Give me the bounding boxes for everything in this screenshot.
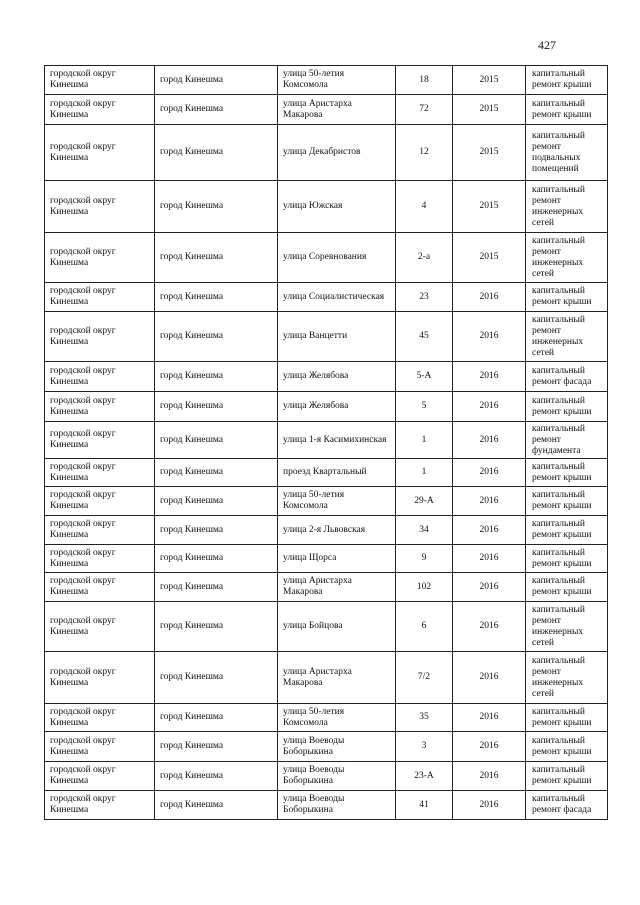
street-cell: улица Желябова	[278, 392, 396, 422]
street-cell: улица Декабристов	[278, 125, 396, 181]
year-cell: 2015	[453, 66, 526, 95]
district-cell: городской округ Кинешма	[45, 545, 155, 573]
house-number-cell: 5	[396, 392, 453, 422]
street-cell: улица Аристарха Макарова	[278, 573, 396, 602]
city-cell: город Кинешма	[155, 283, 278, 312]
work-type-cell: капитальный ремонт инженерных сетей	[526, 312, 608, 362]
table-row	[45, 762, 608, 791]
district-cell: городской округ Кинешма	[45, 487, 155, 516]
house-number-cell: 9	[396, 545, 453, 573]
house-number-cell: 2-а	[396, 233, 453, 283]
table-row	[45, 181, 608, 233]
city-cell: город Кинешма	[155, 704, 278, 732]
year-cell: 2016	[453, 704, 526, 732]
district-cell: городской округ Кинешма	[45, 652, 155, 704]
table-row	[45, 791, 608, 820]
street-cell: улица Социалистическая	[278, 283, 396, 312]
city-cell: город Кинешма	[155, 233, 278, 283]
year-cell: 2016	[453, 459, 526, 487]
house-number-cell: 3	[396, 732, 453, 762]
house-number-cell: 35	[396, 704, 453, 732]
street-cell: проезд Квартальный	[278, 459, 396, 487]
district-cell: городской округ Кинешма	[45, 732, 155, 762]
year-cell: 2016	[453, 573, 526, 602]
street-cell: улица Южская	[278, 181, 396, 233]
city-cell: город Кинешма	[155, 125, 278, 181]
city-cell: город Кинешма	[155, 516, 278, 545]
district-cell: городской округ Кинешма	[45, 312, 155, 362]
work-type-cell: капитальный ремонт инженерных сетей	[526, 233, 608, 283]
district-cell: городской округ Кинешма	[45, 573, 155, 602]
year-cell: 2016	[453, 602, 526, 652]
year-cell: 2016	[453, 283, 526, 312]
table-row	[45, 312, 608, 362]
district-cell: городской округ Кинешма	[45, 233, 155, 283]
city-cell: город Кинешма	[155, 545, 278, 573]
work-type-cell: капитальный ремонт крыши	[526, 66, 608, 95]
district-cell: городской округ Кинешма	[45, 283, 155, 312]
house-number-cell: 7/2	[396, 652, 453, 704]
city-cell: город Кинешма	[155, 602, 278, 652]
table-row	[45, 422, 608, 459]
year-cell: 2016	[453, 392, 526, 422]
street-cell: улица Аристарха Макарова	[278, 95, 396, 125]
house-number-cell: 23-А	[396, 762, 453, 791]
city-cell: город Кинешма	[155, 181, 278, 233]
work-type-cell: капитальный ремонт крыши	[526, 516, 608, 545]
street-cell: улица Воеводы Боборыкина	[278, 732, 396, 762]
work-type-cell: капитальный ремонт инженерных сетей	[526, 181, 608, 233]
work-type-cell: капитальный ремонт фундамента	[526, 422, 608, 459]
table-row	[45, 233, 608, 283]
work-type-cell: капитальный ремонт инженерных сетей	[526, 652, 608, 704]
house-number-cell: 12	[396, 125, 453, 181]
table-row	[45, 66, 608, 95]
city-cell: город Кинешма	[155, 762, 278, 791]
work-type-cell: капитальный ремонт крыши	[526, 283, 608, 312]
street-cell: улица Щорса	[278, 545, 396, 573]
street-cell: улица Ванцетти	[278, 312, 396, 362]
city-cell: город Кинешма	[155, 422, 278, 459]
city-cell: город Кинешма	[155, 791, 278, 820]
house-number-cell: 102	[396, 573, 453, 602]
district-cell: городской округ Кинешма	[45, 362, 155, 392]
year-cell: 2016	[453, 422, 526, 459]
work-type-cell: капитальный ремонт крыши	[526, 762, 608, 791]
table-row	[45, 573, 608, 602]
street-cell: улица 1-я Касимихинская	[278, 422, 396, 459]
table-row	[45, 545, 608, 573]
city-cell: город Кинешма	[155, 362, 278, 392]
district-cell: городской округ Кинешма	[45, 704, 155, 732]
district-cell: городской округ Кинешма	[45, 459, 155, 487]
table-row	[45, 392, 608, 422]
street-cell: улица Желябова	[278, 362, 396, 392]
year-cell: 2015	[453, 125, 526, 181]
table-row	[45, 652, 608, 704]
house-number-cell: 29-А	[396, 487, 453, 516]
district-cell: городской округ Кинешма	[45, 422, 155, 459]
district-cell: городской округ Кинешма	[45, 66, 155, 95]
work-type-cell: капитальный ремонт крыши	[526, 392, 608, 422]
street-cell: улица Воеводы Боборыкина	[278, 791, 396, 820]
city-cell: город Кинешма	[155, 95, 278, 125]
street-cell: улица 2-я Львовская	[278, 516, 396, 545]
table-row	[45, 459, 608, 487]
street-cell: улица Воеводы Боборыкина	[278, 762, 396, 791]
district-cell: городской округ Кинешма	[45, 392, 155, 422]
year-cell: 2016	[453, 652, 526, 704]
street-cell: улица 50-летия Комсомола	[278, 704, 396, 732]
house-number-cell: 18	[396, 66, 453, 95]
work-type-cell: капитальный ремонт крыши	[526, 487, 608, 516]
table-row	[45, 362, 608, 392]
district-cell: городской округ Кинешма	[45, 762, 155, 791]
work-type-cell: капитальный ремонт крыши	[526, 732, 608, 762]
repair-schedule-table	[44, 65, 608, 820]
year-cell: 2015	[453, 233, 526, 283]
year-cell: 2015	[453, 181, 526, 233]
district-cell: городской округ Кинешма	[45, 602, 155, 652]
work-type-cell: капитальный ремонт крыши	[526, 95, 608, 125]
city-cell: город Кинешма	[155, 732, 278, 762]
table-row	[45, 732, 608, 762]
year-cell: 2016	[453, 516, 526, 545]
work-type-cell: капитальный ремонт фасада	[526, 791, 608, 820]
work-type-cell: капитальный ремонт крыши	[526, 573, 608, 602]
year-cell: 2016	[453, 762, 526, 791]
city-cell: город Кинешма	[155, 66, 278, 95]
house-number-cell: 5-А	[396, 362, 453, 392]
year-cell: 2015	[453, 95, 526, 125]
page-number: 427	[538, 38, 556, 52]
district-cell: городской округ Кинешма	[45, 95, 155, 125]
year-cell: 2016	[453, 732, 526, 762]
year-cell: 2016	[453, 312, 526, 362]
district-cell: городской округ Кинешма	[45, 181, 155, 233]
city-cell: город Кинешма	[155, 459, 278, 487]
table-row	[45, 125, 608, 181]
year-cell: 2016	[453, 791, 526, 820]
year-cell: 2016	[453, 362, 526, 392]
city-cell: город Кинешма	[155, 652, 278, 704]
year-cell: 2016	[453, 545, 526, 573]
district-cell: городской округ Кинешма	[45, 516, 155, 545]
house-number-cell: 6	[396, 602, 453, 652]
street-cell: улица Бойцова	[278, 602, 396, 652]
city-cell: город Кинешма	[155, 487, 278, 516]
work-type-cell: капитальный ремонт подвальных помещений	[526, 125, 608, 181]
house-number-cell: 1	[396, 422, 453, 459]
house-number-cell: 23	[396, 283, 453, 312]
table-row	[45, 704, 608, 732]
city-cell: город Кинешма	[155, 392, 278, 422]
house-number-cell: 41	[396, 791, 453, 820]
house-number-cell: 1	[396, 459, 453, 487]
house-number-cell: 4	[396, 181, 453, 233]
work-type-cell: капитальный ремонт крыши	[526, 545, 608, 573]
table-row	[45, 516, 608, 545]
city-cell: город Кинешма	[155, 573, 278, 602]
house-number-cell: 45	[396, 312, 453, 362]
table-row	[45, 283, 608, 312]
work-type-cell: капитальный ремонт фасада	[526, 362, 608, 392]
street-cell: улица Соревнования	[278, 233, 396, 283]
street-cell: улица 50-летия Комсомола	[278, 487, 396, 516]
street-cell: улица Аристарха Макарова	[278, 652, 396, 704]
house-number-cell: 34	[396, 516, 453, 545]
street-cell: улица 50-летия Комсомола	[278, 66, 396, 95]
work-type-cell: капитальный ремонт крыши	[526, 459, 608, 487]
district-cell: городской округ Кинешма	[45, 125, 155, 181]
work-type-cell: капитальный ремонт инженерных сетей	[526, 602, 608, 652]
work-type-cell: капитальный ремонт крыши	[526, 704, 608, 732]
year-cell: 2016	[453, 487, 526, 516]
table-row	[45, 602, 608, 652]
district-cell: городской округ Кинешма	[45, 791, 155, 820]
city-cell: город Кинешма	[155, 312, 278, 362]
house-number-cell: 72	[396, 95, 453, 125]
table-row	[45, 95, 608, 125]
table-row	[45, 487, 608, 516]
